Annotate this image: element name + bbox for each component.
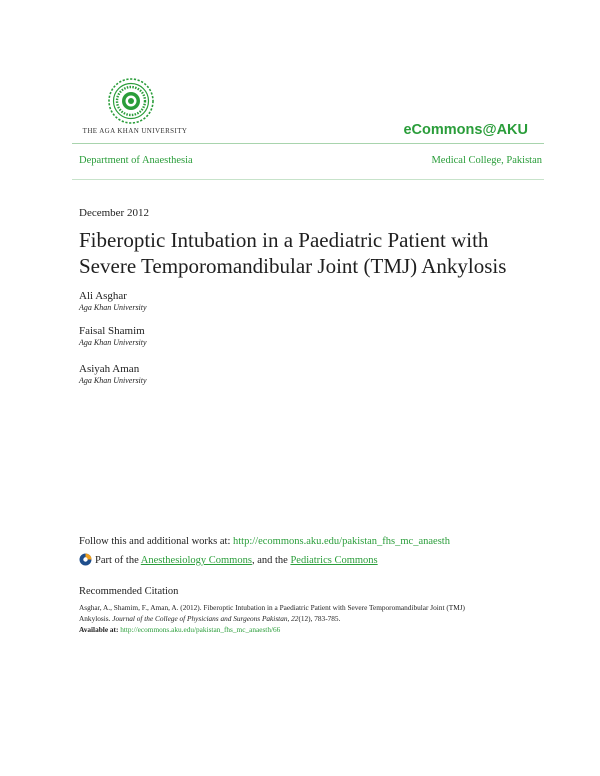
author-entry xyxy=(79,363,147,385)
available-at-label: Available at: xyxy=(79,625,119,634)
college-link[interactable]: Medical College, Pakistan xyxy=(431,155,542,166)
citation-title-end: Ankylosis. xyxy=(79,614,111,623)
follow-line xyxy=(79,536,450,547)
citation-block xyxy=(79,602,529,635)
aga-khan-seal-icon xyxy=(107,77,155,125)
subheader-divider xyxy=(72,179,544,180)
author-affiliation: Aga Khan University xyxy=(79,376,147,385)
part-of-middle: , and the xyxy=(251,555,288,566)
collection-url-link[interactable]: http://ecommons.aku.edu/pakistan_fhs_mc_anaesth xyxy=(233,536,450,547)
article-title: Fiberoptic Intubation in a Paediatric Patient with Severe Temporomandibular Joint (TMJ) Ankylosis xyxy=(79,228,507,278)
part-of-prefix: Part of the xyxy=(95,555,139,566)
citation-line-1: Asghar, A., Shamim, F., Aman, A. (2012). Fiberoptic Intubation in a Paediatric Patient with Severe Temporomandibular Joint (TMJ) xyxy=(79,603,465,612)
digital-commons-network-icon xyxy=(79,553,92,566)
header-divider xyxy=(72,143,544,144)
follow-prefix: Follow this and additional works at: xyxy=(79,536,231,547)
author-affiliation: Aga Khan University xyxy=(79,338,147,347)
repository-name[interactable]: eCommons@AKU xyxy=(403,122,528,138)
author-name: Asiyah Aman xyxy=(79,363,140,375)
pediatrics-commons-link[interactable]: Pediatrics Commons xyxy=(290,555,378,566)
author-name: Ali Asghar xyxy=(79,290,127,302)
citation-line-2 xyxy=(79,613,529,624)
citation-issue-pages: (12), 783-785. xyxy=(298,614,341,623)
publication-date: December 2012 xyxy=(79,207,149,219)
institution-name: THE AGA KHAN UNIVERSITY xyxy=(82,127,188,135)
part-of-line xyxy=(79,553,378,566)
author-affiliation: Aga Khan University xyxy=(79,303,147,312)
article-url-link[interactable]: http://ecommons.aku.edu/pakistan_fhs_mc_anaesth/66 xyxy=(120,625,281,634)
department-link[interactable]: Department of Anaesthesia xyxy=(79,155,193,166)
author-entry xyxy=(79,325,147,347)
anesthesiology-commons-link[interactable]: Anesthesiology Commons xyxy=(140,555,252,566)
citation-journal: Journal of the College of Physicians and Surgeons Pakistan, 22 xyxy=(112,614,299,623)
recommended-citation-heading: Recommended Citation xyxy=(79,586,179,597)
citation-line-3 xyxy=(79,624,529,635)
author-name: Faisal Shamim xyxy=(79,325,145,337)
author-entry xyxy=(79,290,147,312)
